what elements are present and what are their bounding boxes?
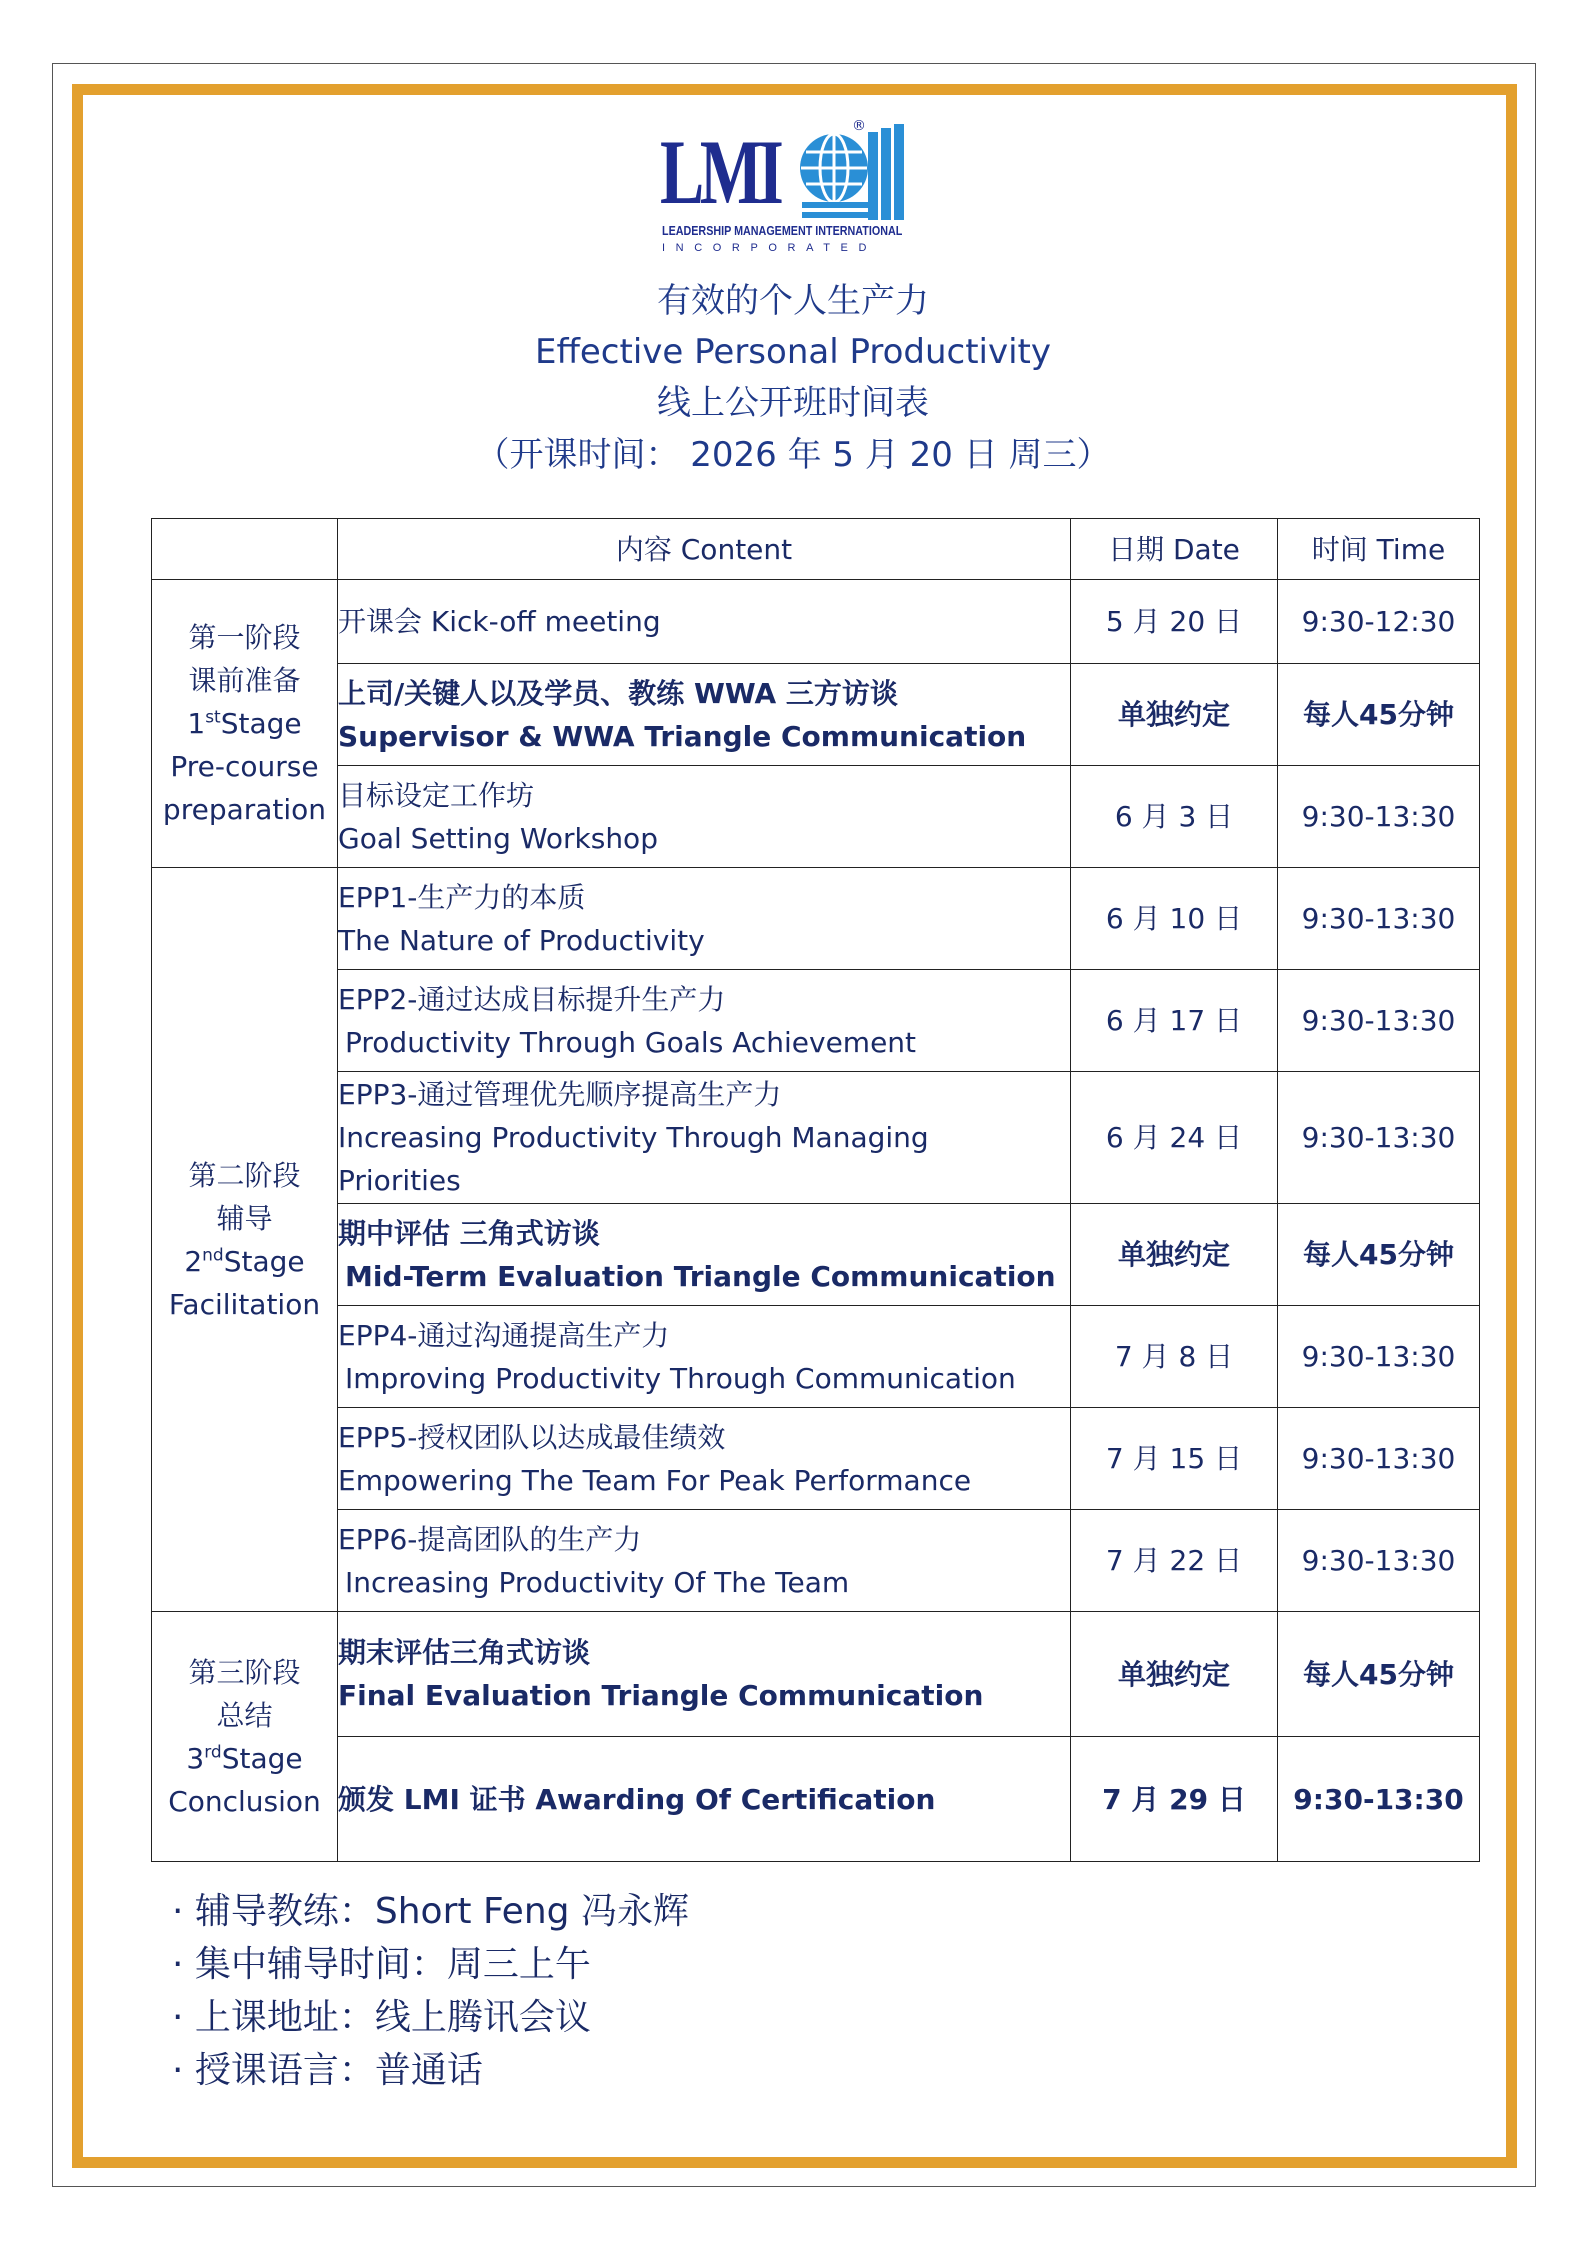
- date-cell: 6 月 24 日: [1071, 1072, 1278, 1204]
- content-cell: EPP1-生产力的本质 The Nature of Productivity: [338, 868, 1071, 970]
- schedule-table: [151, 518, 1480, 1862]
- content-cell: 颁发 LMI 证书 Awarding Of Certification: [338, 1737, 1071, 1862]
- header-stage: [152, 519, 338, 580]
- table-row: [152, 970, 1480, 1072]
- time-cell: 9:30-13:30: [1278, 1408, 1480, 1510]
- date-cell: 单独约定: [1071, 1612, 1278, 1737]
- logo-incorporated: INCORPORATED: [662, 242, 878, 254]
- date-cell: 7 月 22 日: [1071, 1510, 1278, 1612]
- table-row: [152, 1737, 1480, 1862]
- stage-1-en2: preparation: [162, 793, 327, 826]
- stage-2-cn1: 第二阶段: [188, 1158, 301, 1192]
- stage-2-en1: Facilitation: [168, 1287, 321, 1321]
- table-row: [152, 664, 1480, 766]
- content-cell: EPP3-通过管理优先顺序提高生产力 Increasing Productivity Through Managing Priorities: [338, 1072, 1071, 1204]
- time-cell: 9:30-12:30: [1278, 580, 1480, 664]
- registered-mark: ®: [852, 118, 866, 134]
- stage-3-cell: [152, 1612, 338, 1862]
- stage-1-number: 1stStage: [187, 707, 302, 740]
- title-chinese: 有效的个人生产力: [657, 281, 929, 321]
- stage-3-en1: Conclusion: [168, 1784, 321, 1818]
- time-cell: 每人45分钟: [1278, 664, 1480, 766]
- header-date: 日期 Date: [1071, 519, 1278, 580]
- stage-2-number: 2ndStage: [184, 1244, 305, 1278]
- note-coach: · 辅导教练：Short Feng 冯永辉: [172, 1891, 689, 1932]
- time-cell: 9:30-13:30: [1278, 1306, 1480, 1408]
- lmi-logo: [660, 118, 906, 268]
- stage-2-cell: [152, 868, 338, 1612]
- content-cell: 期中评估 三角式访谈 Mid-Term Evaluation Triangle Communication: [338, 1204, 1071, 1306]
- notes-list: [172, 1885, 689, 2097]
- stage-1-cn2: 课前准备: [188, 664, 301, 697]
- stage-3-cn1: 第三阶段: [188, 1655, 301, 1689]
- date-cell: 7 月 8 日: [1071, 1306, 1278, 1408]
- stage-3-cn2: 总结: [216, 1698, 273, 1732]
- table-row: [152, 766, 1480, 868]
- date-cell: 5 月 20 日: [1071, 580, 1278, 664]
- date-cell: 6 月 3 日: [1071, 766, 1278, 868]
- content-cell: 开课会 Kick-off meeting: [338, 580, 1071, 664]
- date-cell: 单独约定: [1071, 1204, 1278, 1306]
- date-cell: 7 月 15 日: [1071, 1408, 1278, 1510]
- stage-1-cn1: 第一阶段: [188, 621, 301, 654]
- logo-letters: LMI: [660, 121, 780, 223]
- date-cell: 7 月 29 日: [1071, 1737, 1278, 1862]
- content-cell: EPP2-通过达成目标提升生产力 Productivity Through Goals Achievement: [338, 970, 1071, 1072]
- schedule-subtitle: 线上公开班时间表: [657, 383, 929, 423]
- stage-3-number: 3rdStage: [186, 1741, 303, 1775]
- content-cell: 期末评估三角式访谈 Final Evaluation Triangle Communication: [338, 1612, 1071, 1737]
- start-date: （开课时间： 2026 年 5 月 20 日 周三）: [475, 435, 1111, 475]
- logo-tagline: LEADERSHIP MANAGEMENT INTERNATIONAL: [662, 224, 903, 238]
- table-row: [152, 1510, 1480, 1612]
- time-cell: 9:30-13:30: [1278, 868, 1480, 970]
- stage-2-cn2: 辅导: [216, 1201, 273, 1235]
- time-cell: 每人45分钟: [1278, 1612, 1480, 1737]
- note-language: · 授课语言：普通话: [172, 2050, 483, 2091]
- stage-1-cell: [152, 580, 338, 868]
- time-cell: 9:30-13:30: [1278, 1072, 1480, 1204]
- content-cell: EPP5-授权团队以达成最佳绩效 Empowering The Team For Peak Performance: [338, 1408, 1071, 1510]
- time-cell: 每人45分钟: [1278, 1204, 1480, 1306]
- title-english: Effective Personal Productivity: [534, 332, 1052, 372]
- table-header-row: [152, 519, 1480, 580]
- table-row: [152, 1072, 1480, 1204]
- header-content: 内容 Content: [338, 519, 1071, 580]
- table-row: [152, 1306, 1480, 1408]
- content-cell: EPP4-通过沟通提高生产力 Improving Productivity Through Communication: [338, 1306, 1071, 1408]
- time-cell: 9:30-13:30: [1278, 1737, 1480, 1862]
- note-location: · 上课地址：线上腾讯会议: [172, 1997, 591, 2038]
- time-cell: 9:30-13:30: [1278, 1510, 1480, 1612]
- header-time: 时间 Time: [1278, 519, 1480, 580]
- table-row: [152, 1204, 1480, 1306]
- date-cell: 6 月 17 日: [1071, 970, 1278, 1072]
- globe-icon: [798, 124, 904, 224]
- date-cell: 6 月 10 日: [1071, 868, 1278, 970]
- time-cell: 9:30-13:30: [1278, 970, 1480, 1072]
- date-cell: 单独约定: [1071, 664, 1278, 766]
- table-row: [152, 1612, 1480, 1737]
- note-schedule: · 集中辅导时间：周三上午: [172, 1944, 591, 1985]
- time-cell: 9:30-13:30: [1278, 766, 1480, 868]
- content-cell: EPP6-提高团队的生产力 Increasing Productivity Of The Team: [338, 1510, 1071, 1612]
- table-row: [152, 1408, 1480, 1510]
- table-row: [152, 580, 1480, 664]
- content-cell: 上司/关键人以及学员、教练 WWA 三方访谈 Supervisor & WWA Triangle Communication: [338, 664, 1071, 766]
- stage-1-en1: Pre-course: [170, 750, 319, 783]
- table-row: [152, 868, 1480, 970]
- content-cell: 目标设定工作坊 Goal Setting Workshop: [338, 766, 1071, 868]
